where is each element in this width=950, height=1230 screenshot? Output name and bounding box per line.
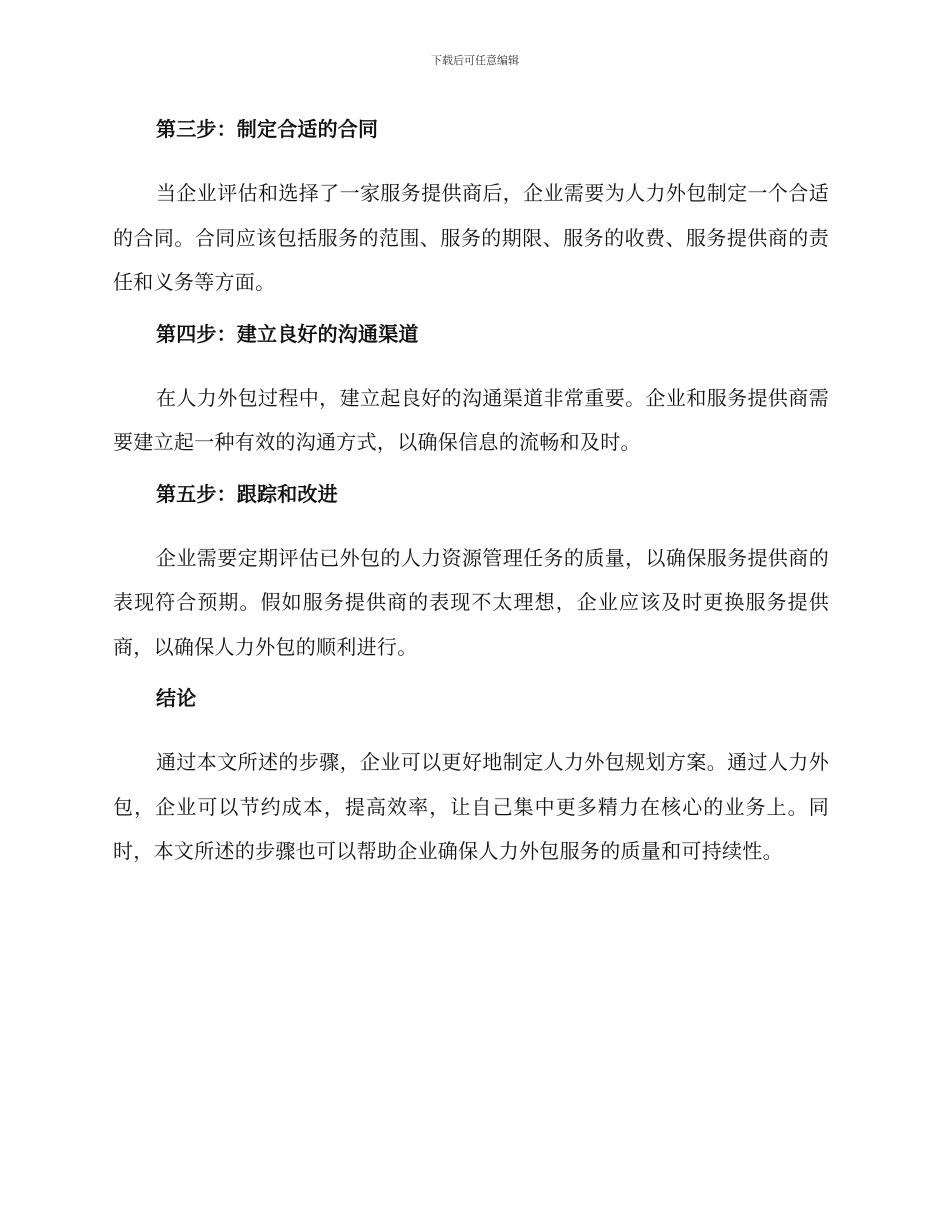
step5-heading: 第五步：跟踪和改进 [156, 481, 338, 506]
conclusion-heading: 结论 [156, 686, 197, 710]
step5-paragraph: 企业需要定期评估已外包的人力资源管理任务的质量，以确保服务提供商的表现符合预期。假如服务提供商的表现不太理想，企业应该及时更换服务提供商，以确保人力外包的顺利进行。 [113, 545, 829, 659]
step3-paragraph: 当企业评估和选择了一家服务提供商后，企业需要为人力外包制定一个合适的合同。合同应该包括服务的范围、服务的期限、服务的收费、服务提供商的责任和义务等方面。 [113, 181, 829, 294]
document-body [113, 114, 829, 874]
conclusion-paragraph: 通过本文所述的步骤，企业可以更好地制定人力外包规划方案。通过人力外包，企业可以节约成本，提高效率，让自己集中更多精力在核心的业务上。同时，本文所述的步骤也可以帮助企业确保人力外包服务的质量和可持续性。 [113, 750, 829, 863]
step4-heading: 第四步：建立良好的沟通渠道 [156, 321, 419, 346]
page-header: 下载后可任意编辑 [431, 54, 519, 67]
step3-heading: 第三步：制定合适的合同 [156, 117, 379, 141]
step4-paragraph: 在人力外包过程中，建立起良好的沟通渠道非常重要。企业和服务提供商需要建立起一种有效的沟通方式，以确保信息的流畅和及时。 [113, 385, 829, 454]
